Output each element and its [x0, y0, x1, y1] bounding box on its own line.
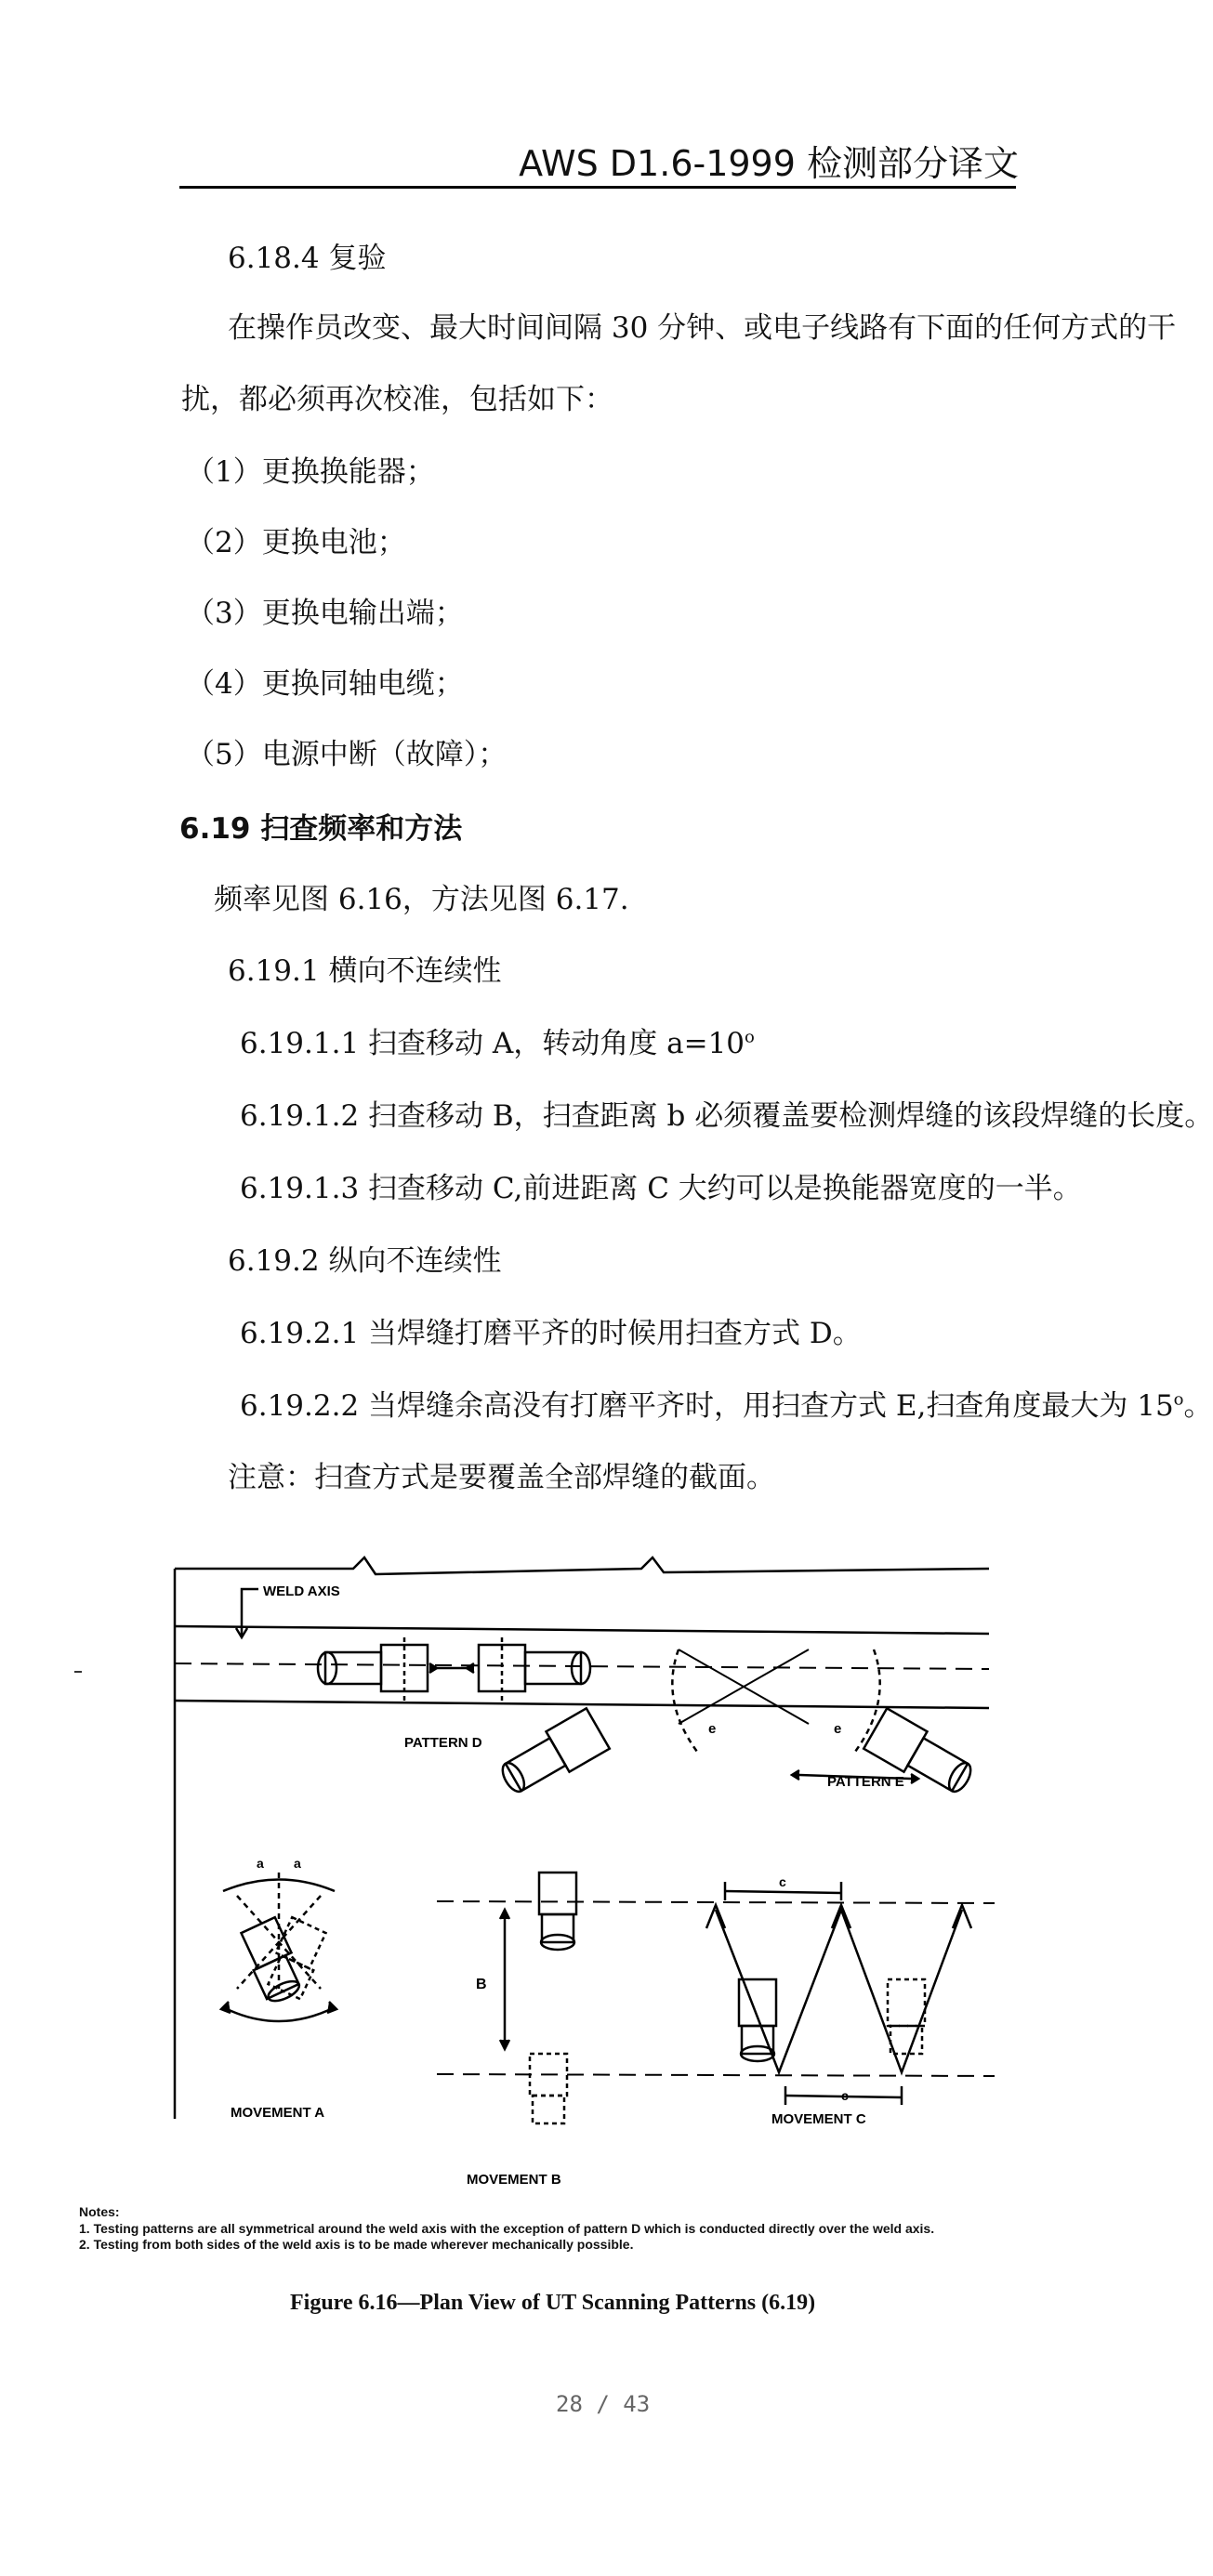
figure-caption: Figure 6.16—Plan View of UT Scanning Patterns (6.19) — [290, 2291, 816, 2315]
section-6-18-4-body-line1: 在操作员改变、最大时间间隔 30 分钟、或电子线路有下面的任何方式的干 — [228, 311, 1177, 345]
movement-b-transducer-top — [539, 1873, 576, 1950]
ut-scanning-patterns-figure — [158, 1552, 1004, 2202]
angle-a-label-left: a — [257, 1856, 264, 1871]
list-item — [186, 665, 464, 703]
pattern-d-label: PATTERN D — [404, 1735, 482, 1751]
section-6-19-1-3: 6.19.1.3 扫查移动 C,前进距离 C 大约可以是换能器宽度的一半。 — [240, 1172, 1082, 1205]
list-item — [186, 736, 507, 773]
figure-note-2: 2. Testing from both sides of the weld axis is to be made wherever mechanically possible. — [79, 2237, 634, 2252]
weld-axis-label: WELD AXIS — [263, 1584, 340, 1599]
section-6-19-1-1: 6.19.1.1 扫查移动 A，转动角度 $a=10^o$ — [240, 1027, 755, 1060]
header-divider — [179, 186, 1016, 189]
margin-mark — [74, 1671, 82, 1673]
degree-mark: o — [1173, 1389, 1184, 1410]
section-6-19-1-title: 6.19.1 横向不连续性 — [228, 954, 502, 988]
list-item-number: （1） — [186, 455, 262, 489]
list-item-text: 更换电池； — [261, 526, 406, 559]
pattern-e-transducer-left — [494, 1708, 610, 1801]
list-item-number: （5） — [186, 738, 262, 771]
section-note: 注意：扫查方式是要覆盖全部焊缝的截面。 — [228, 1461, 775, 1494]
section-6-18-4-body-line2: 扰，都必须再次校准，包括如下： — [181, 383, 613, 416]
section-6-18-4-title: 6.18.4 复验 — [228, 242, 387, 275]
list-item-number: （4） — [186, 667, 262, 701]
section-6-19-2-2: 6.19.2.2 当焊缝余高没有打磨平齐时，用扫查方式 E,扫查角度最大为 15$^o$。 — [240, 1389, 1213, 1423]
distance-c-label-top: c — [779, 1874, 786, 1889]
list-item — [186, 524, 406, 561]
figure-note-1: 1. Testing patterns are all symmetrical around the weld axis with the exception of pattern D which is conducted directly over the weld axis. — [79, 2221, 935, 2236]
angle-e-label-left: e — [708, 1721, 717, 1737]
distance-c-label-bottom: c — [841, 2088, 849, 2103]
list-item — [186, 595, 464, 632]
movement-c-label: MOVEMENT C — [771, 2111, 866, 2127]
list-item-number: （2） — [186, 526, 262, 559]
pattern-d-transducer-right — [479, 1637, 590, 1701]
list-item-text: 更换换能器； — [261, 455, 435, 489]
list-item-text: 电源中断（故障）； — [261, 738, 508, 771]
angle-e-label-right: e — [834, 1721, 842, 1737]
section-6-19-body: 频率见图 6.16，方法见图 6.17. — [214, 883, 629, 916]
header-title: AWS D1.6-1999 检测部分译文 — [519, 143, 1019, 184]
angle-a-label-right: a — [294, 1856, 301, 1871]
section-6-19-title: 6.19 扫查频率和方法 — [179, 812, 463, 846]
movement-b-label: MOVEMENT B — [467, 2172, 561, 2188]
figure-notes-title: Notes: — [79, 2204, 120, 2219]
movement-b-transducer-bottom — [530, 2054, 567, 2123]
page-number: 28 / 43 — [556, 2391, 651, 2417]
distance-b-label: B — [476, 1977, 487, 1992]
pattern-d-transducer-left — [318, 1637, 428, 1701]
section-6-19-2-1: 6.19.2.1 当焊缝打磨平齐的时候用扫查方式 D。 — [240, 1317, 862, 1350]
degree-mark: o — [745, 1027, 755, 1047]
section-6-19-2-title: 6.19.2 纵向不连续性 — [228, 1244, 502, 1278]
section-6-19-1-2: 6.19.1.2 扫查移动 B，扫查距离 b 必须覆盖要检测焊缝的该段焊缝的长度。 — [240, 1099, 1213, 1133]
movement-a-label: MOVEMENT A — [231, 2105, 325, 2121]
pattern-e-label: PATTERN E — [827, 1774, 904, 1790]
list-item-text: 更换同轴电缆； — [261, 667, 464, 701]
list-item — [186, 453, 435, 491]
list-item-text: 更换电输出端； — [261, 597, 464, 630]
list-item-number: （3） — [186, 597, 262, 630]
